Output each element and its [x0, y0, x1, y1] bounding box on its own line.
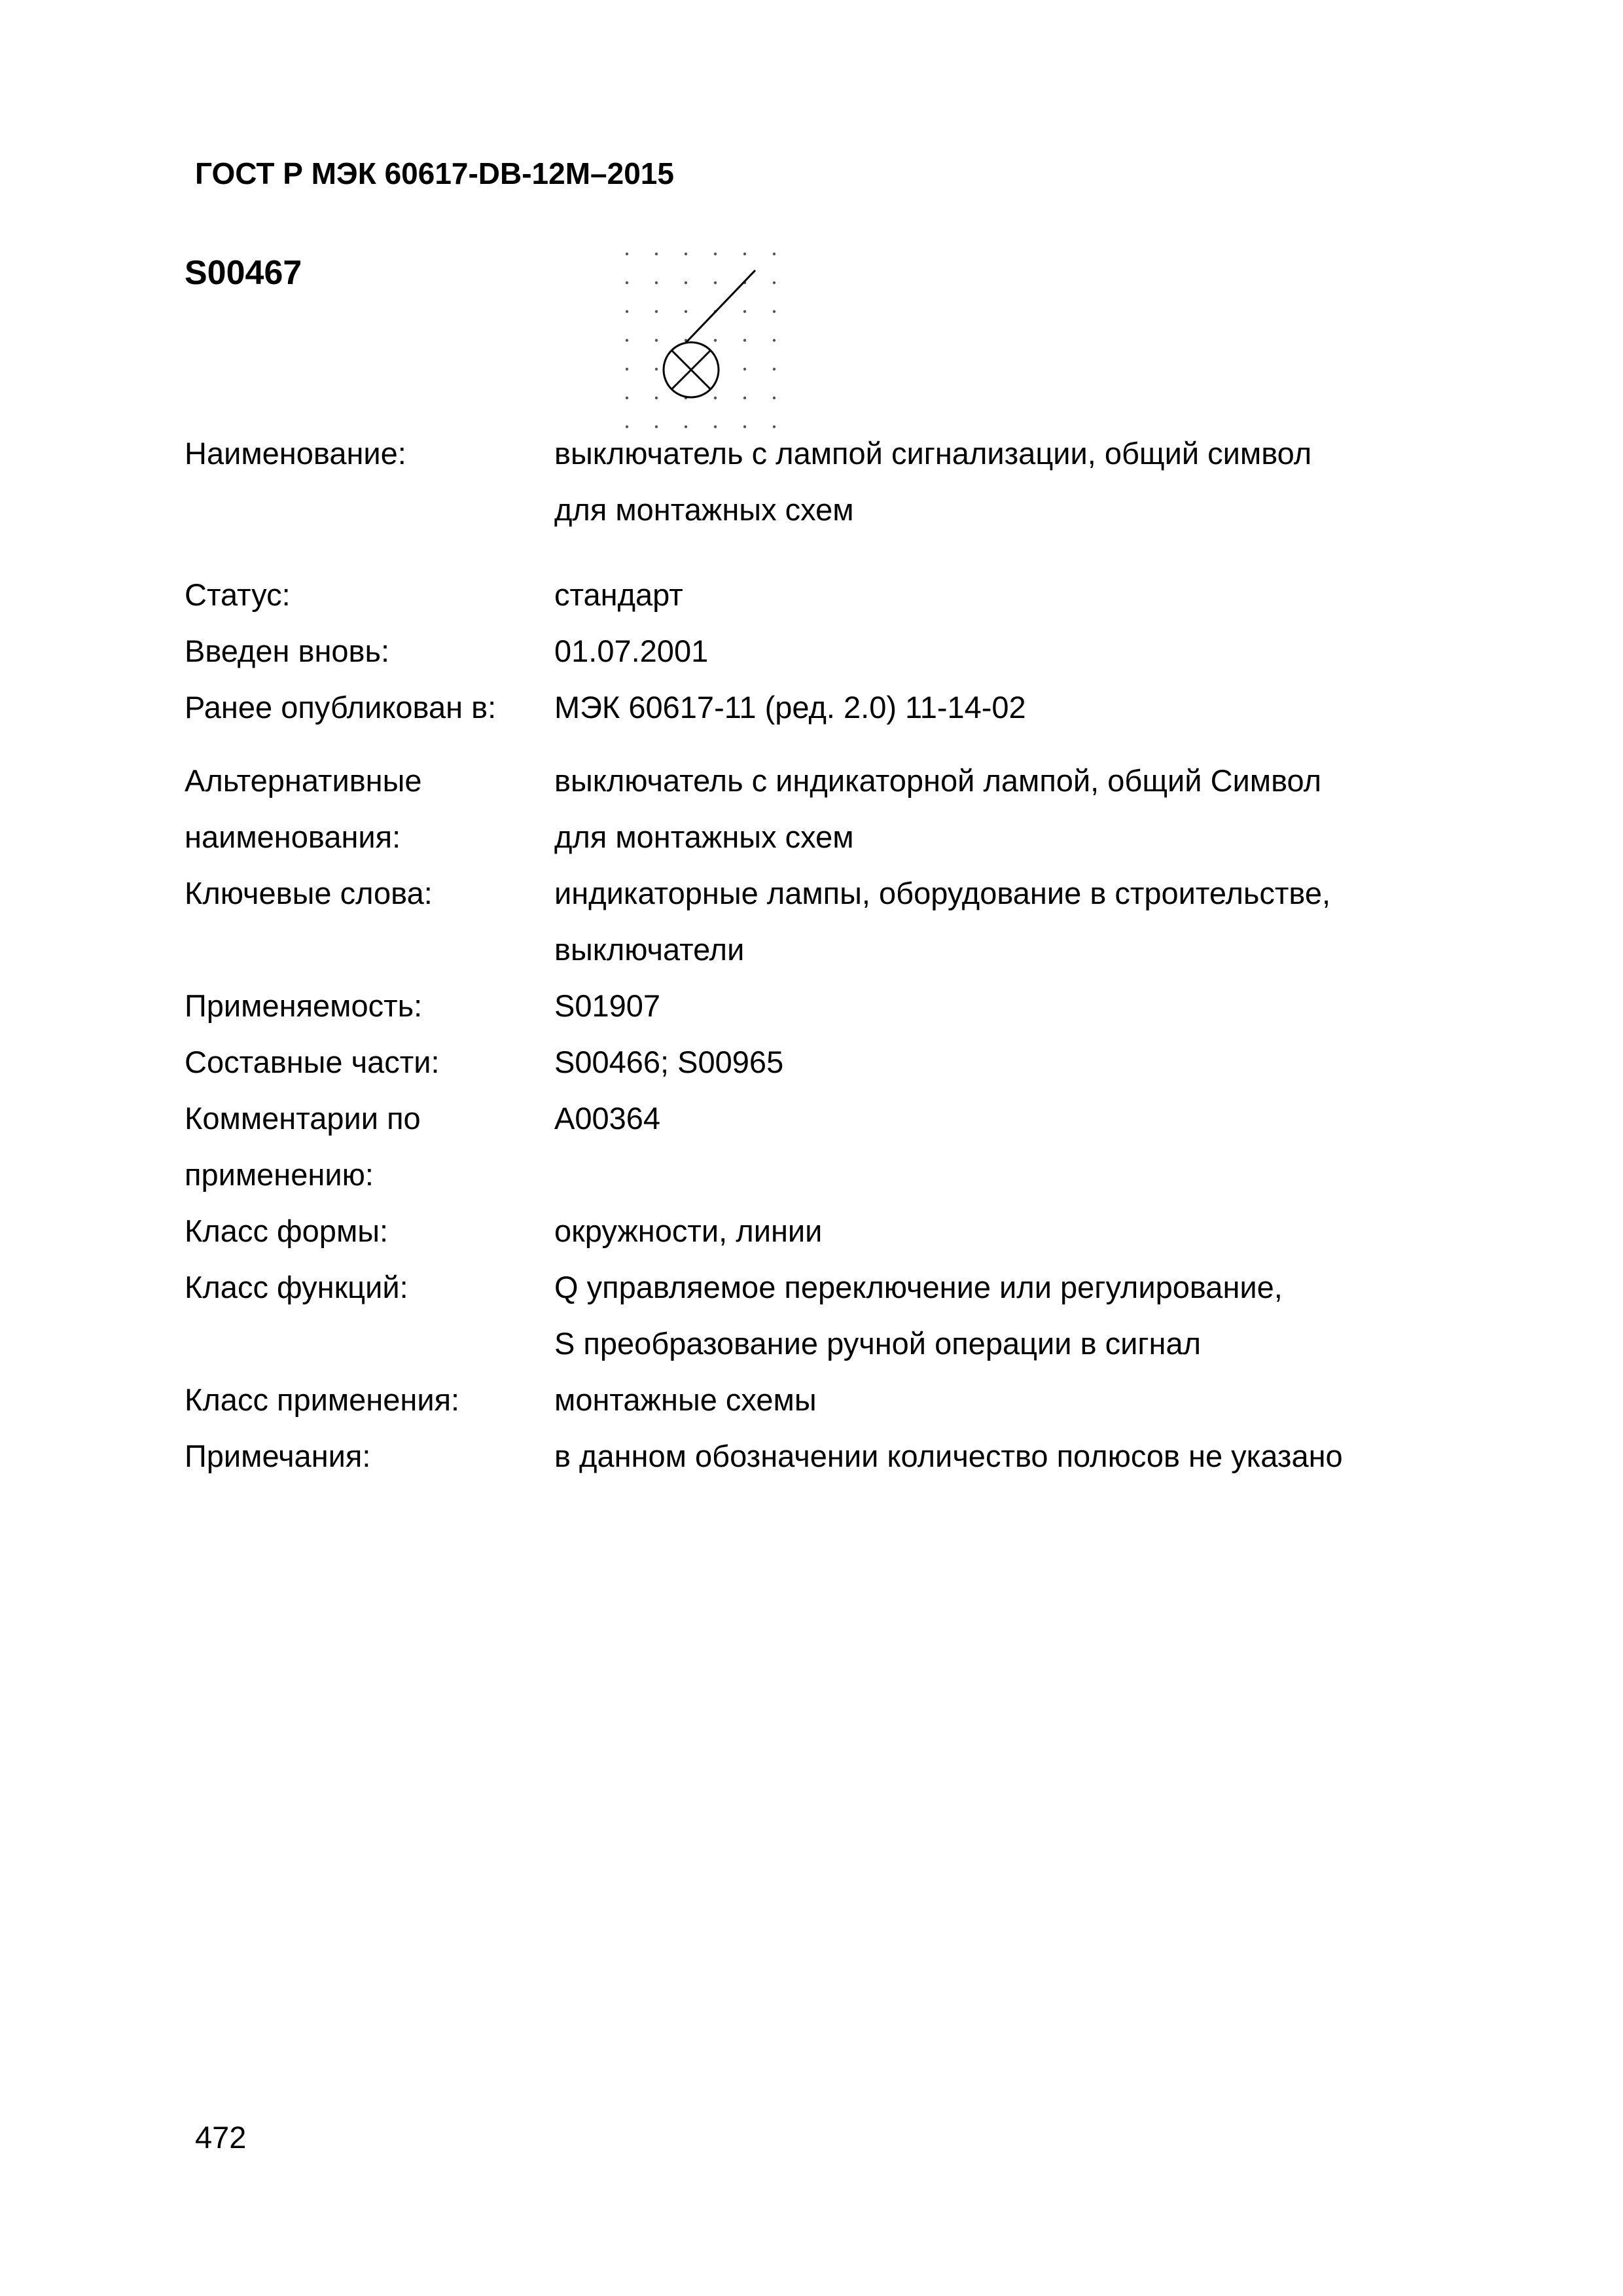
info-value-line: Q управляемое переключение или регулирование, [554, 1270, 1283, 1304]
grid-dot [773, 368, 776, 370]
info-label-line: наименования: [185, 819, 401, 854]
grid-dot [685, 310, 687, 313]
info-label [185, 1034, 551, 1090]
info-value-line: A00364 [554, 1101, 661, 1136]
grid-dot [773, 397, 776, 399]
grid-dot [655, 253, 658, 255]
grid-dot [626, 368, 628, 370]
grid-dot [743, 397, 746, 399]
info-value-line: монтажные схемы [554, 1382, 817, 1417]
info-value-line: S00466; S00965 [554, 1045, 784, 1079]
info-label-line: Введен вновь: [185, 634, 390, 668]
info-label-line: Примечания: [185, 1439, 371, 1473]
info-label-line: Альтернативные [185, 763, 422, 798]
info-value-line: для монтажных схем [554, 819, 854, 854]
info-label-line: Составные части: [185, 1045, 440, 1079]
page-number: 472 [195, 2120, 247, 2155]
info-label-line: Класс применения: [185, 1382, 460, 1417]
info-label [185, 1428, 551, 1484]
info-label [185, 1090, 551, 1203]
info-value [554, 679, 1601, 736]
info-label [185, 567, 551, 623]
info-value-line: 01.07.2001 [554, 634, 709, 668]
grid-dot [714, 397, 717, 399]
info-label-line: Статус: [185, 577, 291, 612]
info-value [554, 623, 1601, 679]
info-value [554, 753, 1601, 865]
info-value-line: индикаторные лампы, оборудование в строительстве, [554, 876, 1331, 910]
grid-dots [626, 253, 776, 428]
grid-dot [685, 253, 687, 255]
info-label-line: Класс формы: [185, 1213, 389, 1248]
info-value [554, 1090, 1601, 1147]
info-label [185, 1203, 551, 1259]
grid-dot [626, 397, 628, 399]
info-value-line: S01907 [554, 988, 661, 1023]
grid-dot [743, 368, 746, 370]
grid-dot [714, 281, 717, 284]
grid-dot [743, 310, 746, 313]
info-value-line: МЭК 60617-11 (ред. 2.0) 11-14-02 [554, 690, 1026, 725]
info-label [185, 753, 551, 865]
info-value-line: стандарт [554, 577, 683, 612]
info-label [185, 1372, 551, 1428]
info-value-line: выключатель с лампой сигнализации, общий символ [554, 436, 1312, 471]
info-value-line: для монтажных схем [554, 492, 854, 527]
switch-lever-line [679, 270, 755, 350]
document-header: ГОСТ Р МЭК 60617-DB-12M–2015 [195, 156, 674, 190]
grid-dot [626, 253, 628, 255]
info-value [554, 865, 1601, 978]
symbol-code: S00467 [185, 254, 302, 292]
info-value [554, 425, 1601, 538]
info-value [554, 1372, 1601, 1428]
info-label-line: Класс функций: [185, 1270, 408, 1304]
grid-dot [773, 281, 776, 284]
grid-dot [626, 339, 628, 342]
grid-dot [626, 281, 628, 284]
grid-dot [655, 368, 658, 370]
grid-dot [655, 339, 658, 342]
info-label [185, 425, 551, 482]
info-value [554, 567, 1601, 623]
grid-dot [626, 310, 628, 313]
grid-dot [743, 253, 746, 255]
info-value-line: в данном обозначении количество полюсов не указано [554, 1439, 1343, 1473]
info-label-line: Наименование: [185, 436, 406, 471]
info-label-line: Ключевые слова: [185, 876, 433, 910]
info-value [554, 1428, 1601, 1484]
info-label-line: применению: [185, 1157, 374, 1192]
grid-dot [773, 253, 776, 255]
grid-dot [655, 397, 658, 399]
grid-dot [685, 281, 687, 284]
info-label [185, 1259, 551, 1316]
info-value [554, 1259, 1601, 1372]
info-value [554, 1034, 1601, 1090]
info-label-line: Применяемость: [185, 988, 423, 1023]
info-value-line: выключатель с индикаторной лампой, общий Символ [554, 763, 1322, 798]
grid-dot [743, 339, 746, 342]
info-label [185, 865, 551, 922]
grid-dot [655, 310, 658, 313]
info-label-line: Комментарии по [185, 1101, 421, 1136]
info-value [554, 1203, 1601, 1259]
info-label [185, 978, 551, 1034]
grid-dot [714, 339, 717, 342]
grid-dot [773, 339, 776, 342]
info-value-line: S преобразование ручной операции в сигнал [554, 1326, 1202, 1361]
grid-dot [714, 253, 717, 255]
switch-with-signal-lamp-symbol-icon [622, 249, 792, 432]
info-value [554, 978, 1601, 1034]
grid-dot [773, 310, 776, 313]
info-label-line: Ранее опубликован в: [185, 690, 497, 725]
info-value-line: окружности, линии [554, 1213, 823, 1248]
info-label [185, 679, 551, 736]
info-label [185, 623, 551, 679]
info-value-line: выключатели [554, 932, 745, 967]
grid-dot [655, 281, 658, 284]
